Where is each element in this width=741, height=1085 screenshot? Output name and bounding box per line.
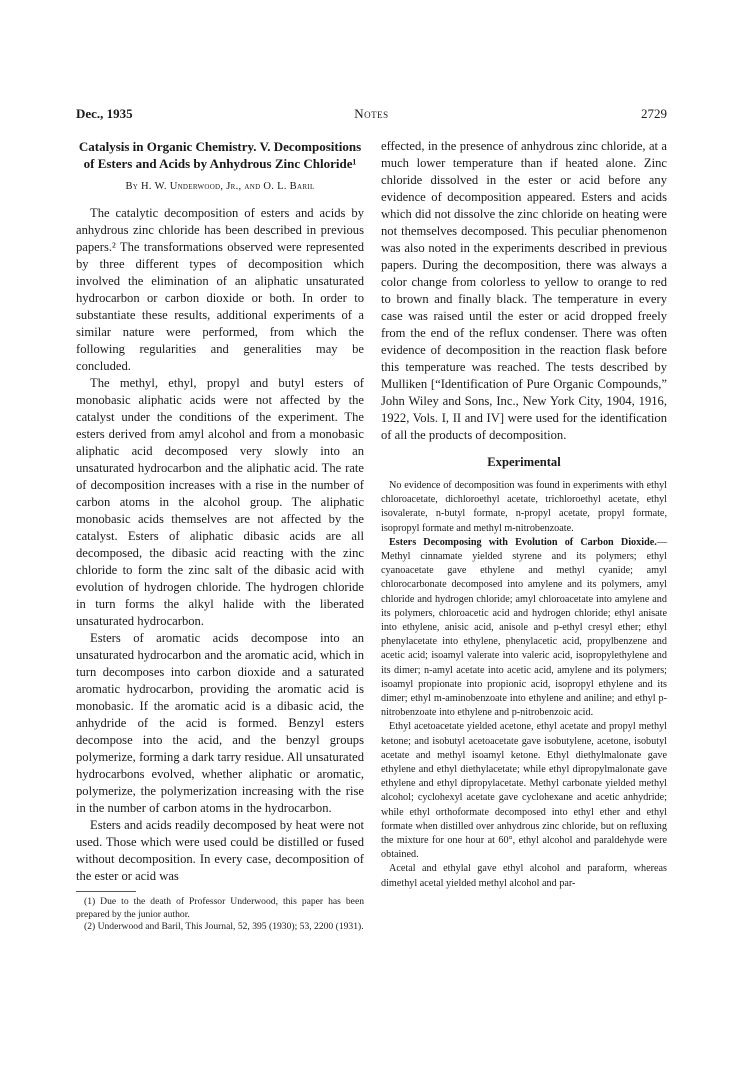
- header-page-number: 2729: [641, 106, 667, 121]
- footnote-rule: [76, 891, 136, 892]
- header-section: Notes: [354, 106, 389, 121]
- footnote-1: (1) Due to the death of Professor Underwood, this paper has been prepared by the junior author.: [76, 896, 364, 920]
- esters-paragraph: [381, 536, 667, 721]
- esters-heading: Esters Decomposing with Evolution of Carbon Dioxide.: [389, 536, 657, 548]
- acetoacetate-paragraph: Ethyl acetoacetate yielded acetone, ethyl acetate and propyl methyl ketone; and isobutyl acetoacetate gave isobutylene, acetone, isobutyl acetate and methyl isoamyl ketone. Ethyl diethylmalonate gave ethylene and ethyl diethylacetate; while ethyl dipropylmalonate gave ethylene and ethyl dipropylacetate. Methyl carbonate yielded methyl alcohol; cyclohexyl acetate gave cyclohexane and acetic anhydride; while ethyl orthoformate decomposed into ethyl ether and ethyl formate when distilled over anhydrous zinc chloride, but on refluxing the mixture for one hour at 60°, ethyl alcohol and paraldehyde were obtained.: [381, 721, 667, 861]
- footnotes: [76, 896, 364, 934]
- article-title: Catalysis in Organic Chemistry. V. Decompositions of Esters and Acids by Anhydrous Zinc Chloride¹: [78, 139, 362, 171]
- paragraph-aliphatic: The methyl, ethyl, propyl and butyl esters of monobasic aliphatic acids were not affected by the catalyst under the conditions of the experiment. The esters derived from amyl alcohol and from a monobasic aliphatic acid decomposed very slowly into an unsaturated hydrocarbon and the aliphatic acid. The rate of decomposition increases with a rise in the number of carbon atoms in the alcohol group. The aliphatic monobasic acids themselves are not affected by the catalyst. Esters of aliphatic dibasic acids are all decomposed, the dibasic acid reacting with the zinc chloride to form the zinc salt of the dibasic acid with evolution of hydrogen chloride. The hydrogen chloride in turn forms the alkyl halide with the liberated unsaturated hydrocarbon.: [76, 376, 364, 628]
- paragraph-aromatic: Esters of aromatic acids decompose into an unsaturated hydrocarbon and the aromatic acid, which in turn decomposes into carbon dioxide and a saturated aromatic hydrocarbon, providing the aromatic acid is monobasic. If the aromatic acid is a dibasic acid, the anhydride of the acid is formed. Benzyl esters decompose into the acid, and the benzyl groups polymerize, forming a dark tarry residue. All unsaturated hydrocarbons evolved, whether aliphatic or aromatic, polymerize, the polymerization increasing with the rise in the number of carbon atoms in the hydrocarbon.: [76, 631, 364, 815]
- acetal-paragraph: Acetal and ethylal gave ethyl alcohol and paraform, whereas dimethyl acetal yielded methyl alcohol and par-: [381, 863, 667, 889]
- header-date: Dec., 1935: [76, 106, 133, 121]
- right-column: [381, 138, 667, 891]
- article-byline: By H. W. Underwood, Jr., and O. L. Baril: [125, 181, 315, 192]
- paragraph-continuation: effected, in the presence of anhydrous zinc chloride, at a much lower temperature than if heated alone. Zinc chloride dissolved in the ester or acid before any evidence of decomposition appeared. Esters and acids which did not dissolve the zinc chloride on heating were not themselves decomposed. This peculiar phenomenon was also noted in the experiments described in previous papers. During the decomposition, there was always a color change from colorless to yellow to orange to red to brown and finally black. The temperature in every case was raised until the ester or acid dropped freely from the end of the reflux condenser. There was often evidence of decomposition in the reaction flask before this temperature was reached. The tests described by Mulliken [“Identification of Pure Organic Compounds,” John Wiley and Sons, Inc., New York City, 1904, 1916, 1922, Vols. I, II and IV] were used for the identification of all the products of decomposition.: [381, 139, 667, 442]
- running-header: [76, 106, 667, 124]
- left-column: [76, 138, 364, 934]
- paragraph-conditions: Esters and acids readily decomposed by heat were not used. Those which were used could be distilled or fused without decomposition. In every case, decomposition of the ester or acid was: [76, 818, 364, 883]
- paragraph-intro: The catalytic decomposition of esters and acids by anhydrous zinc chloride has been described in previous papers.² The transformations observed were represented by three different types of decomposition which involved the elimination of an aliphatic unsaturated hydrocarbon or carbon dioxide or both. In order to substantiate these results, additional experiments of a similar nature were performed, from which the following regularities and generalities may be concluded.: [76, 206, 364, 373]
- footnote-2: (2) Underwood and Baril, This Journal, 52, 395 (1930); 53, 2200 (1931).: [84, 921, 364, 932]
- esters-text: —Methyl cinnamate yielded styrene and its polymers; ethyl cyanoacetate gave ethylene and methyl cyanide; amyl chlorocarbonate decomposed into amylene and its polymers, amyl chloride and hydrogen chloride; amyl chloroacetate into amylene and its polymers, chloroacetic acid and hydrogen chloride; ethyl anisate into ethylene, anisic acid, anisole and p-ethyl cresyl ether; ethyl phenylacetate into ethylene, phenylacetic acid, propylbenzene and acetic acid; isoamyl valerate into valeric acid, isopropylethylene and its dimer; n-amyl acetate into acetic acid, amylene and its polymers; isoamyl propionate into propionic acid, isopropyl ethylene and its dimer; ethyl m-aminobenzoate into ethylene and aniline; and ethyl p-nitrobenzoate into ethylene and p-nitrobenzoic acid.: [381, 536, 667, 719]
- experimental-section: [381, 479, 667, 891]
- experimental-intro: No evidence of decomposition was found in experiments with ethyl chloroacetate, dichloroethyl acetate, trichloroethyl acetate, ethyl isovalerate, n-butyl formate, n-propyl acetate, propyl formate, isopropyl formate and methyl m-nitrobenzoate.: [381, 480, 667, 534]
- experimental-heading: Experimental: [487, 455, 561, 469]
